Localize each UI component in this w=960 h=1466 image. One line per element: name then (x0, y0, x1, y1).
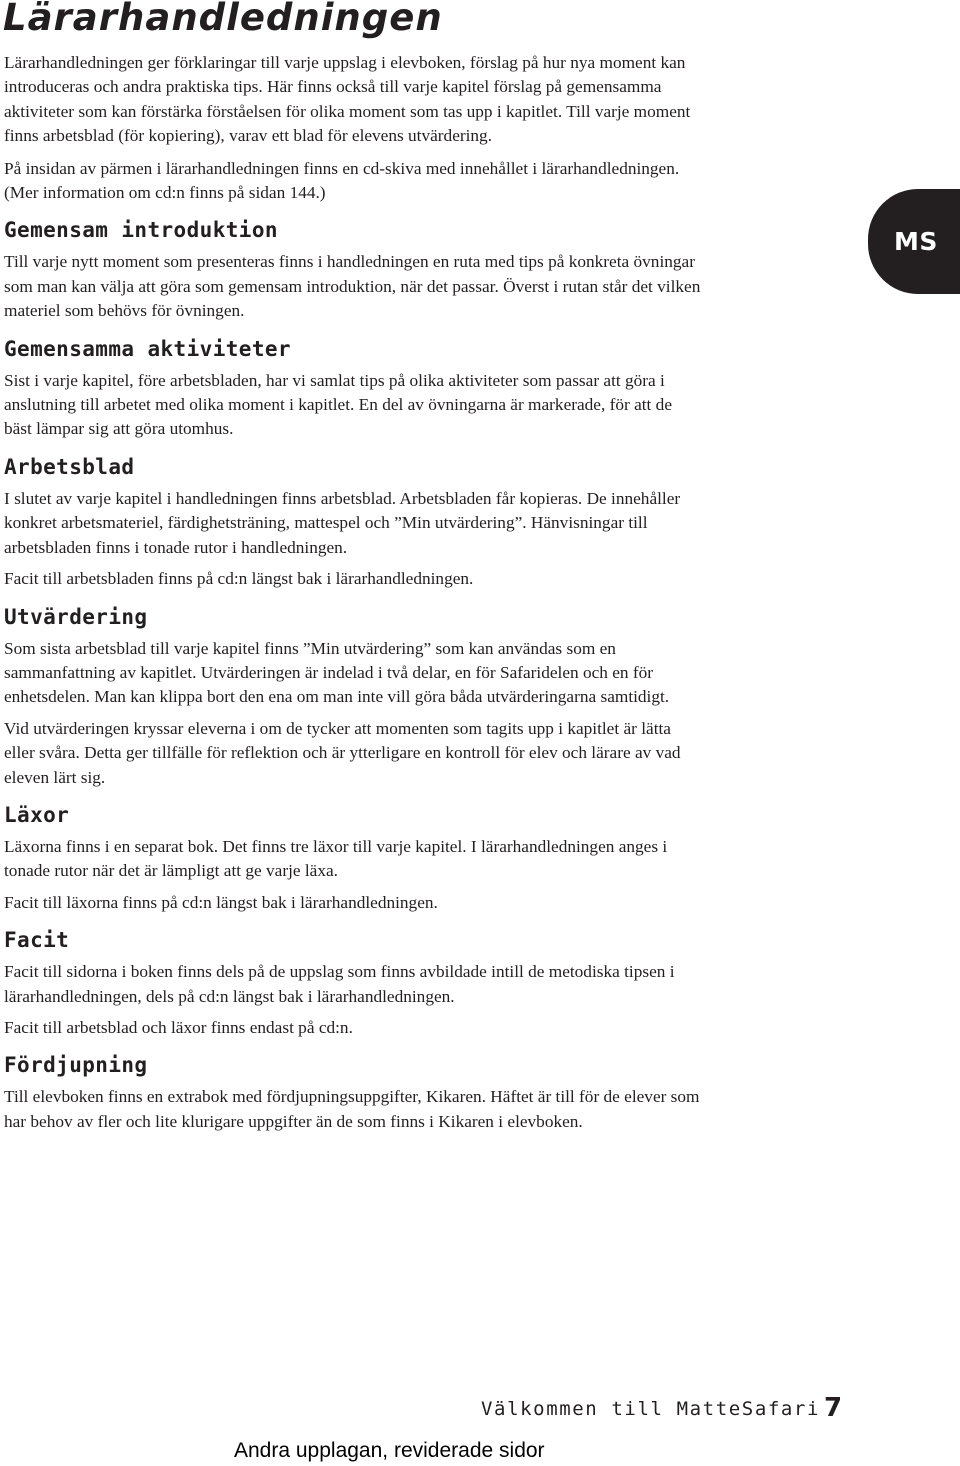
section-paragraph: I slutet av varje kapitel i handledningen finns arbetsblad. Arbetsbladen får kopieras. De innehåller konkret arbetsmateriel, färdighetsträning, mattespel och ”Min utvärdering”. Hänvisningar till arbetsbladen finns i tonade rutor i handledningen. (4, 488, 681, 557)
section-heading: Läxor (4, 802, 70, 827)
main-content (4, 51, 704, 1141)
section-heading: Fördjupning (4, 1053, 148, 1078)
section-heading: Facit (4, 928, 70, 953)
section-paragraph: Som sista arbetsblad till varje kapitel finns ”Min utvärdering” som kan användas som en sammanfattning av kapitlet. Utvärderingen är indelad i två delar, en för Safaridelen och en för enhetsdelen. Man kan klippa bort den ena om man inte vill göra båda utvärderingarna samtidigt. (4, 638, 670, 707)
ms-badge-label: MS (894, 227, 938, 256)
section-gemensam-introduktion (4, 215, 704, 323)
section-paragraph: Vid utvärderingen kryssar eleverna i om de tycker att momenten som tagits upp i kapitlet är lätta eller svåra. Detta ger tillfälle för reflektion och är ytterligare en kontroll för elev och lärare av vad eleven lärt sig. (4, 718, 681, 787)
section-laxor (4, 800, 704, 915)
section-paragraph: Sist i varje kapitel, före arbetsbladen, har vi samlat tips på olika aktiviteter som passar att göra i anslutning till arbetet med olika moment i kapitlet. En del av övningarna är markerade, för att de bäst lämpar sig att göra utomhus. (4, 370, 672, 439)
section-arbetsblad (4, 452, 704, 592)
footer-running-title: Välkommen till MatteSafari (481, 1398, 821, 1420)
section-paragraph: Facit till arbetsblad och läxor finns endast på cd:n. (4, 1017, 353, 1037)
edition-note: Andra upplagan, reviderade sidor (234, 1439, 545, 1462)
section-heading: Gemensam introduktion (4, 218, 278, 243)
section-paragraph: Till elevboken finns en extrabok med fördjupningsuppgifter, Kikaren. Häftet är till för de elever som har behov av fler och lite klurigare uppgifter än de som finns i Kikaren i elevboken. (4, 1087, 700, 1131)
section-heading: Gemensamma aktiviteter (4, 336, 291, 361)
section-paragraph: Läxorna finns i en separat bok. Det finns tre läxor till varje kapitel. I lärarhandledningen anges i tonade rutor när det är lämpligt att ge varje läxa. (4, 836, 668, 881)
section-gemensamma-aktiviteter (4, 334, 704, 442)
section-paragraph: Till varje nytt moment som presenteras finns i handledningen en ruta med tips på konkreta övningar som man kan välja att göra som gemensam introduktion, när det passar. Överst i rutan står det vilken materiel som behövs för övningen. (4, 252, 701, 321)
intro (4, 51, 704, 205)
section-heading: Utvärdering (4, 604, 148, 629)
section-fordjupning (4, 1050, 704, 1134)
section-paragraph: Facit till sidorna i boken finns dels på de uppslag som finns avbildade intill de metodiska tipsen i lärarhandledningen, dels på cd:n längst bak i lärarhandledningen. (4, 962, 675, 1006)
ms-side-badge (868, 189, 960, 294)
page-number: 7 (824, 1393, 843, 1423)
intro-paragraph: Lärarhandledningen ger förklaringar till varje uppslag i elevboken, förslag på hur nya moment kan introduceras och andra praktiska tips. Här finns också till varje kapitel förslag på gemensamma aktiviteter som kan förstärka förståelsen för olika moment som tas upp i kapitlet. Till varje moment finns arbetsblad (för kopiering), varav ett blad för elevens utvärdering. (4, 53, 691, 146)
section-heading: Arbetsblad (4, 454, 135, 479)
intro-paragraph: På insidan av pärmen i lärarhandledningen finns en cd-skiva med innehållet i lärarhandledningen. (Mer information om cd:n finns på sidan 144.) (4, 158, 680, 203)
section-paragraph: Facit till läxorna finns på cd:n längst bak i lärarhandledningen. (4, 892, 438, 912)
section-paragraph: Facit till arbetsbladen finns på cd:n längst bak i lärarhandledningen. (4, 569, 474, 589)
page-title: Lärarhandledningen (3, 0, 443, 39)
section-utvardering (4, 602, 704, 790)
section-facit (4, 925, 704, 1040)
